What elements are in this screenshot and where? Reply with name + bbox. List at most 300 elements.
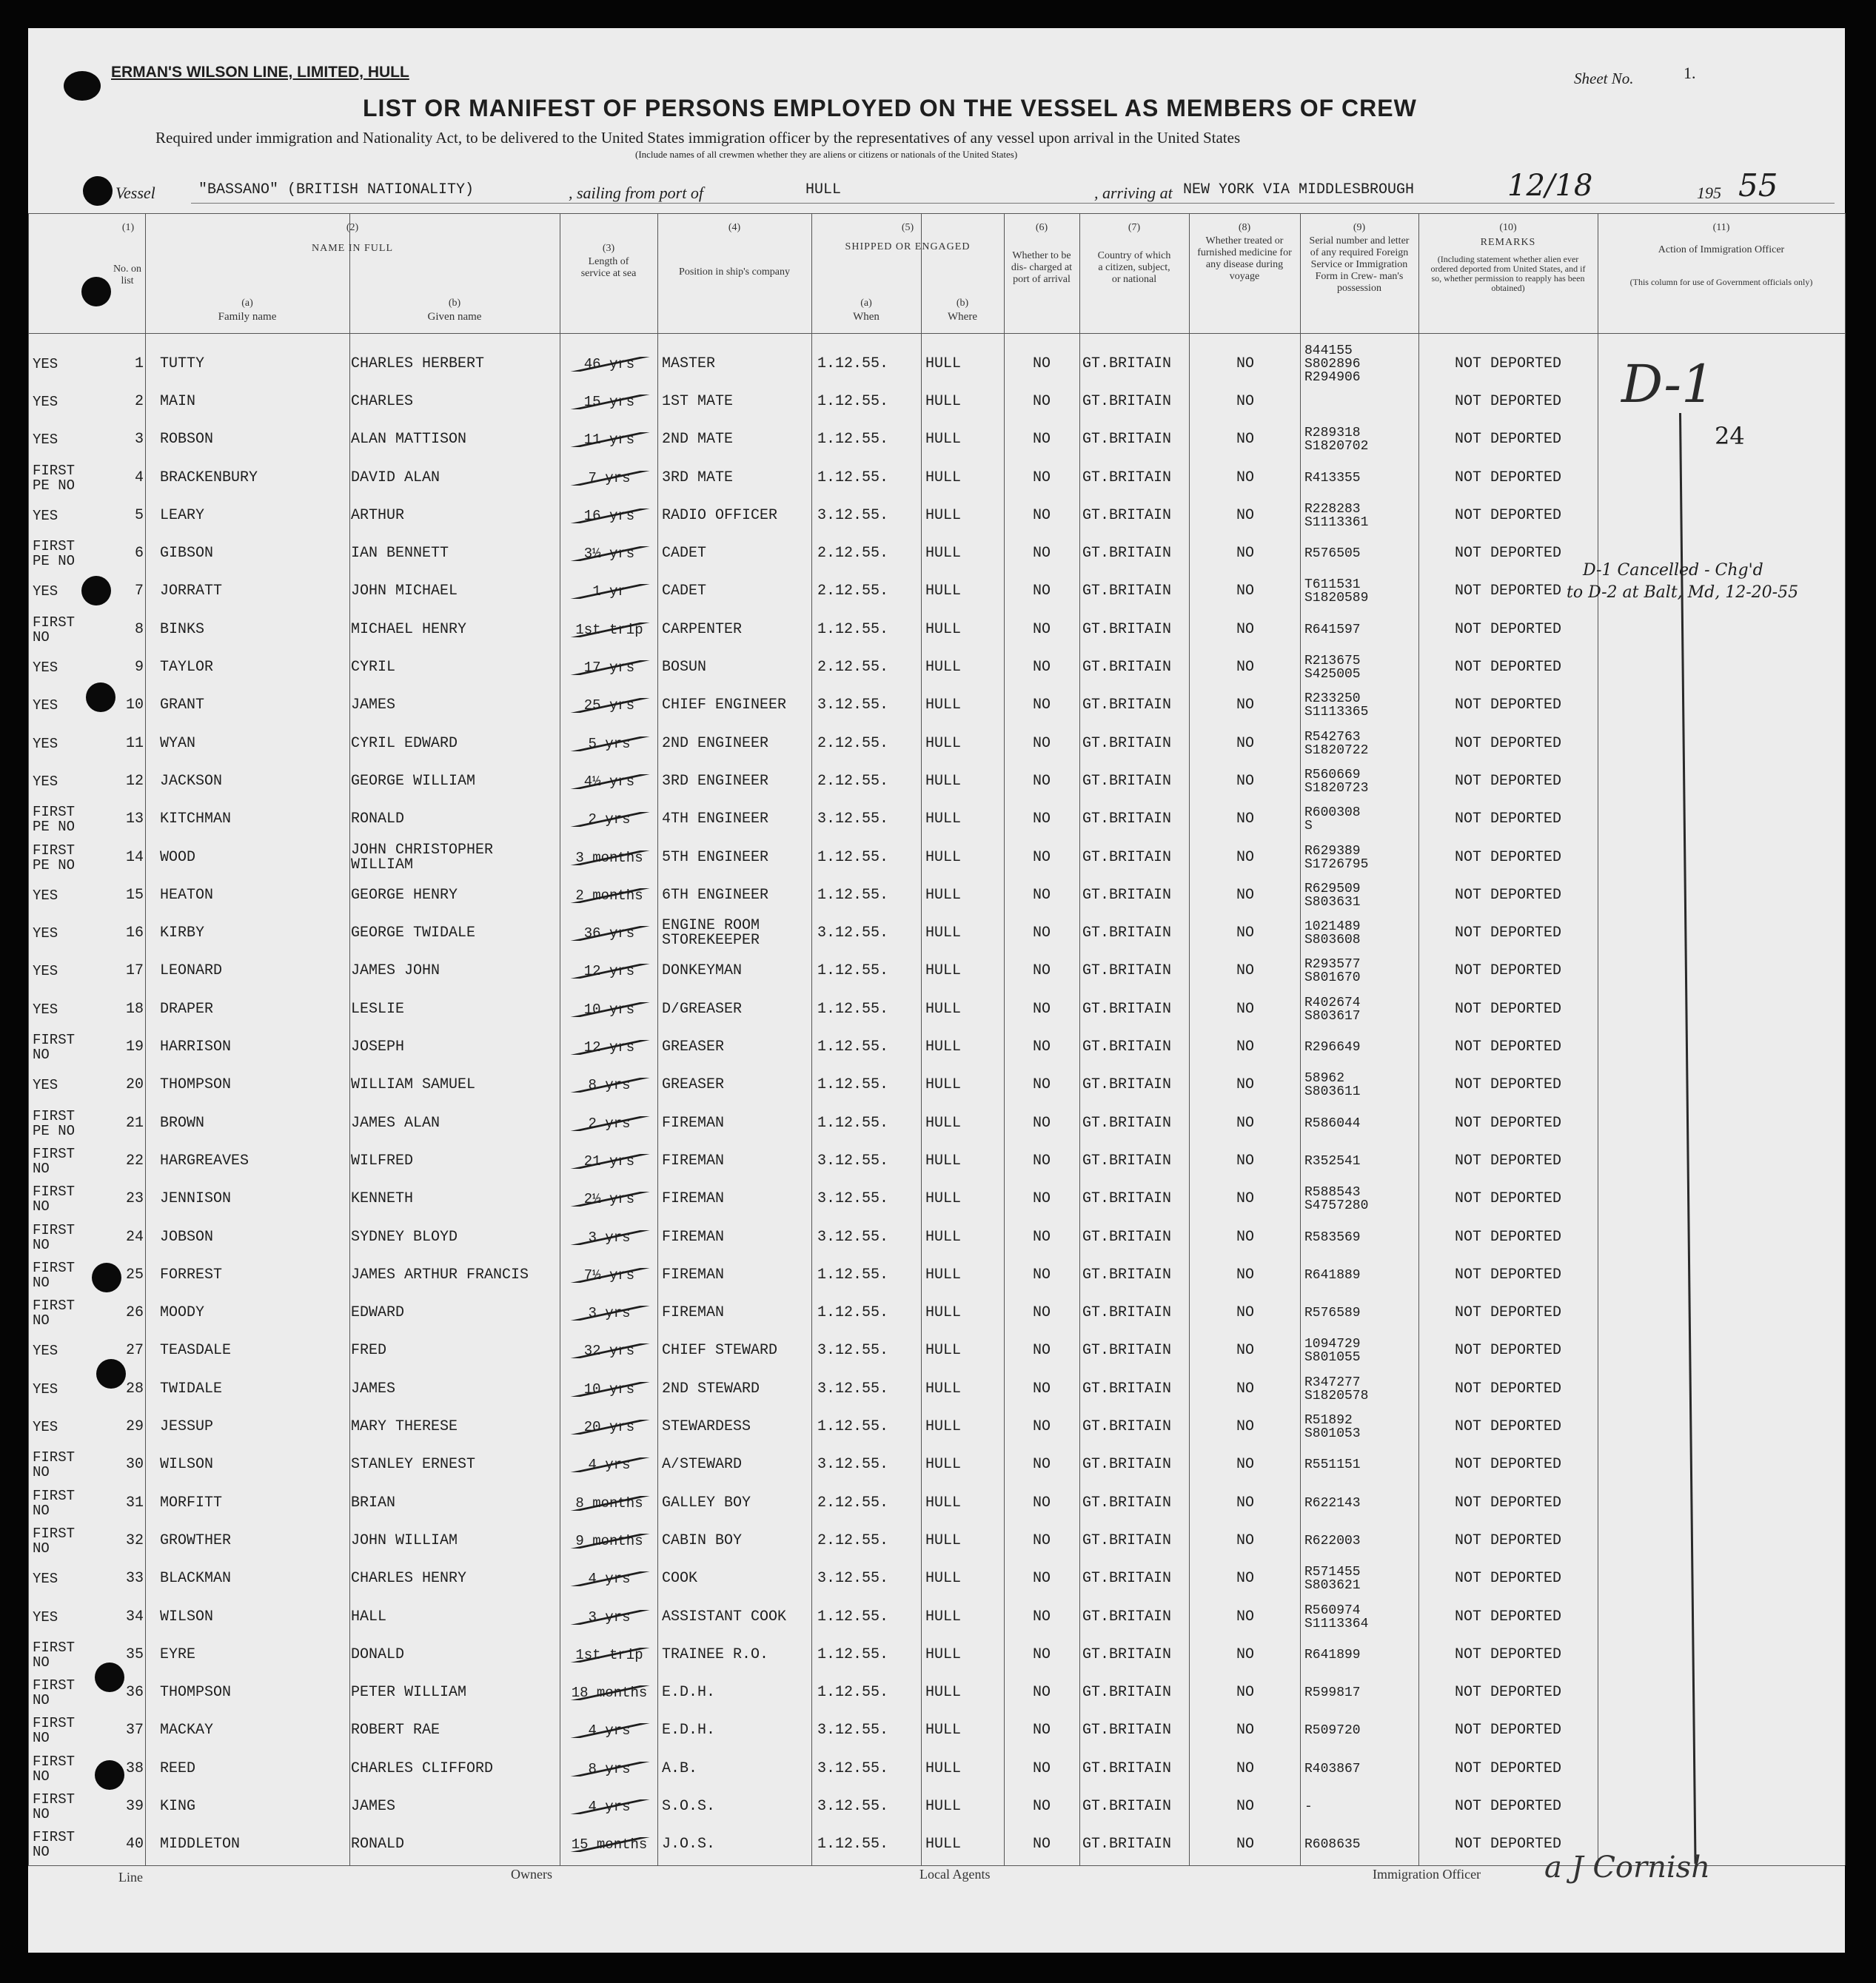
row-position: FIREMAN (662, 1267, 725, 1283)
row-remarks: NOT DEPORTED (1454, 926, 1562, 942)
row-status: FIRST NO (33, 614, 76, 645)
row-serial: R289318 S1820702 (1304, 426, 1369, 454)
row-status: YES (33, 1571, 58, 1587)
sheet-number: 1. (1684, 64, 1696, 82)
row-position: E.D.H. (662, 1723, 716, 1739)
row-country: GT.BRITAIN (1082, 964, 1172, 979)
row-family-name: HEATON (160, 888, 214, 903)
row-engaged-port: HULL (925, 850, 962, 865)
row-serial: R608635 (1304, 1838, 1361, 1852)
year-handwritten: 55 (1738, 167, 1778, 204)
col-rule (657, 213, 658, 1865)
row-country: GT.BRITAIN (1082, 1457, 1172, 1473)
col-rule (145, 213, 146, 1865)
row-number: 38 (125, 1761, 144, 1776)
hdr-treated-num: (8) (1238, 222, 1251, 233)
row-engaged-port: HULL (925, 1799, 962, 1815)
row-given-name: STANLEY ERNEST (351, 1457, 476, 1473)
row-treated: NO (1236, 1685, 1254, 1701)
row-given-name: CHARLES (351, 394, 414, 409)
d1-note-line1: D-1 Cancelled - Chg'd (1583, 561, 1763, 580)
row-treated: NO (1236, 1571, 1254, 1587)
hdr-where: Where (948, 311, 977, 323)
row-family-name: JORRATT (160, 584, 223, 600)
row-discharged: NO (1032, 1837, 1051, 1853)
row-position: CADET (662, 546, 707, 562)
row-treated: NO (1236, 1229, 1254, 1245)
row-number: 20 (125, 1078, 144, 1093)
row-given-name: ROBERT RAE (351, 1723, 440, 1739)
row-position: J.O.S. (662, 1837, 716, 1853)
hdr-where-sub: (b) (956, 298, 969, 309)
hdr-action: Action of Immigration Officer (1658, 244, 1785, 255)
row-serial: R228283 S1113361 (1304, 502, 1369, 529)
row-family-name: TUTTY (160, 356, 205, 372)
row-country: GT.BRITAIN (1082, 546, 1172, 562)
row-engaged-port: HULL (925, 1343, 962, 1359)
row-engaged-date: 1.12.55. (817, 1837, 889, 1853)
row-engaged-port: HULL (925, 964, 962, 979)
row-family-name: DRAPER (160, 1001, 214, 1017)
hdr-country: Country of which a citizen, subject, or national (1097, 250, 1171, 285)
row-service-length: 2 yrs (563, 812, 656, 827)
row-serial: R622003 (1304, 1534, 1361, 1548)
row-country: GT.BRITAIN (1082, 1115, 1172, 1131)
hdr-family: Family name (218, 311, 277, 323)
footer-local-agents: Local Agents (919, 1867, 991, 1882)
row-serial: 58962 S803611 (1304, 1072, 1361, 1099)
row-service-length: 25 yrs (563, 698, 656, 713)
row-engaged-port: HULL (925, 1609, 962, 1625)
row-discharged: NO (1032, 1040, 1051, 1056)
row-treated: NO (1236, 394, 1254, 409)
row-number: 40 (125, 1837, 144, 1853)
punch-hole (83, 176, 113, 206)
row-country: GT.BRITAIN (1082, 1040, 1172, 1056)
row-given-name: JAMES JOHN (351, 964, 440, 979)
row-discharged: NO (1032, 1685, 1051, 1701)
hdr-length: Length of service at sea (580, 256, 637, 279)
row-service-length: 1 yr (563, 584, 656, 599)
row-remarks: NOT DEPORTED (1454, 964, 1562, 979)
row-status: FIRST PE NO (33, 463, 76, 493)
row-remarks: NOT DEPORTED (1454, 1343, 1562, 1359)
row-family-name: EYRE (160, 1647, 196, 1662)
row-engaged-port: HULL (925, 1420, 962, 1435)
row-engaged-port: HULL (925, 1267, 962, 1283)
row-remarks: NOT DEPORTED (1454, 736, 1562, 751)
row-discharged: NO (1032, 1761, 1051, 1776)
row-serial: R560669 S1820723 (1304, 768, 1369, 795)
row-remarks: NOT DEPORTED (1454, 698, 1562, 714)
row-discharged: NO (1032, 1192, 1051, 1207)
row-family-name: WOOD (160, 850, 196, 865)
row-number: 13 (125, 812, 144, 828)
row-number: 5 (134, 508, 144, 523)
row-given-name: JOHN CHRISTOPHER WILLIAM (351, 842, 494, 873)
row-given-name: ARTHUR (351, 508, 405, 523)
row-status: YES (33, 1078, 58, 1093)
row-discharged: NO (1032, 736, 1051, 751)
row-position: A.B. (662, 1761, 698, 1776)
row-treated: NO (1236, 584, 1254, 600)
row-service-length: 7½ yrs (563, 1268, 656, 1283)
row-engaged-port: HULL (925, 774, 962, 789)
row-given-name: JAMES (351, 1799, 396, 1815)
row-discharged: NO (1032, 1229, 1051, 1245)
row-remarks: NOT DEPORTED (1454, 1153, 1562, 1169)
row-number: 14 (125, 850, 144, 865)
row-given-name: RONALD (351, 1837, 405, 1853)
row-remarks: NOT DEPORTED (1454, 1647, 1562, 1662)
hdr-family-sub: (a) (241, 298, 253, 309)
row-remarks: NOT DEPORTED (1454, 1420, 1562, 1435)
row-discharged: NO (1032, 1609, 1051, 1625)
row-position: CADET (662, 584, 707, 600)
row-service-length: 2 yrs (563, 1116, 656, 1131)
hdr-discharged: Whether to be dis- charged at port of arrival (1011, 250, 1073, 285)
row-country: GT.BRITAIN (1082, 1799, 1172, 1815)
row-engaged-port: HULL (925, 1078, 962, 1093)
row-treated: NO (1236, 508, 1254, 523)
row-serial: R509720 (1304, 1724, 1361, 1738)
row-position: D/GREASER (662, 1001, 743, 1017)
row-position: DONKEYMAN (662, 964, 743, 979)
hdr-position-num: (4) (728, 222, 741, 233)
manifest-subtitle: Required under immigration and Nationality Act, to be delivered to the United States immigration officer by the representatives of any vessel upon arrival in the United States (155, 129, 1241, 147)
hdr-action-num: (11) (1712, 222, 1730, 233)
row-status: YES (33, 660, 58, 676)
row-treated: NO (1236, 964, 1254, 979)
row-remarks: NOT DEPORTED (1454, 1495, 1562, 1511)
row-discharged: NO (1032, 850, 1051, 865)
row-given-name: JAMES ALAN (351, 1115, 440, 1131)
row-status: FIRST NO (33, 1678, 76, 1708)
row-discharged: NO (1032, 1343, 1051, 1359)
row-status: YES (33, 964, 58, 979)
row-service-length: 8 months (563, 1496, 656, 1511)
row-country: GT.BRITAIN (1082, 1495, 1172, 1511)
row-serial: 844155 S802896 R294906 (1304, 343, 1361, 384)
row-engaged-date: 1.12.55. (817, 1685, 889, 1701)
manifest-title: LIST OR MANIFEST OF PERSONS EMPLOYED ON THE VESSEL AS MEMBERS OF CREW (363, 95, 1417, 121)
row-given-name: JOHN MICHAEL (351, 584, 458, 600)
punch-hole (81, 277, 111, 306)
row-number: 30 (125, 1457, 144, 1473)
row-number: 9 (134, 660, 144, 676)
row-treated: NO (1236, 736, 1254, 751)
row-discharged: NO (1032, 1571, 1051, 1587)
row-service-length: 10 yrs (563, 1002, 656, 1017)
row-given-name: FRED (351, 1343, 387, 1359)
row-engaged-date: 3.12.55. (817, 1229, 889, 1245)
row-remarks: NOT DEPORTED (1454, 850, 1562, 865)
row-discharged: NO (1032, 888, 1051, 903)
row-service-length: 11 yrs (563, 432, 656, 447)
row-engaged-date: 2.12.55. (817, 546, 889, 562)
row-service-length: 4½ yrs (563, 774, 656, 789)
row-position: 1ST MATE (662, 394, 734, 409)
row-position: CARPENTER (662, 622, 743, 637)
row-engaged-date: 1.12.55. (817, 850, 889, 865)
col-rule (811, 213, 812, 1865)
row-engaged-port: HULL (925, 356, 962, 372)
row-position: CHIEF ENGINEER (662, 698, 787, 714)
row-discharged: NO (1032, 1306, 1051, 1321)
row-engaged-port: HULL (925, 1115, 962, 1131)
row-country: GT.BRITAIN (1082, 1420, 1172, 1435)
row-status: YES (33, 1001, 58, 1017)
row-family-name: WYAN (160, 736, 196, 751)
row-remarks: NOT DEPORTED (1454, 1267, 1562, 1283)
row-engaged-date: 1.12.55. (817, 964, 889, 979)
row-treated: NO (1236, 1647, 1254, 1662)
row-status: YES (33, 394, 58, 409)
row-serial: R588543 S4757280 (1304, 1186, 1369, 1213)
row-serial: R347277 S1820578 (1304, 1375, 1369, 1403)
row-engaged-port: HULL (925, 1761, 962, 1776)
row-number: 31 (125, 1495, 144, 1511)
row-country: GT.BRITAIN (1082, 1267, 1172, 1283)
row-country: GT.BRITAIN (1082, 1229, 1172, 1245)
row-discharged: NO (1032, 1115, 1051, 1131)
row-family-name: JACKSON (160, 774, 223, 789)
row-serial: R576589 (1304, 1306, 1361, 1321)
row-engaged-port: HULL (925, 1001, 962, 1017)
row-remarks: NOT DEPORTED (1454, 1761, 1562, 1776)
row-treated: NO (1236, 1306, 1254, 1321)
row-service-length: 12 yrs (563, 1040, 656, 1055)
row-engaged-port: HULL (925, 622, 962, 637)
row-serial: R233250 S1113365 (1304, 692, 1369, 719)
row-engaged-port: HULL (925, 660, 962, 676)
row-status: YES (33, 774, 58, 789)
punch-hole (64, 71, 101, 101)
row-discharged: NO (1032, 584, 1051, 600)
row-service-length: 15 yrs (563, 395, 656, 409)
row-service-length: 1st trip (563, 1648, 656, 1662)
row-remarks: NOT DEPORTED (1454, 1040, 1562, 1056)
row-status: FIRST NO (33, 1222, 76, 1252)
row-status: FIRST NO (33, 1260, 76, 1290)
officer-signature: a J Cornish (1544, 1851, 1710, 1885)
hdr-length-num: (3) (602, 243, 615, 254)
row-status: YES (33, 1420, 58, 1435)
row-status: YES (33, 432, 58, 448)
row-status: YES (33, 1343, 58, 1359)
hdr-given-sub: (b) (448, 298, 461, 309)
row-engaged-date: 1.12.55. (817, 1267, 889, 1283)
row-discharged: NO (1032, 508, 1051, 523)
row-treated: NO (1236, 1267, 1254, 1283)
row-service-length: 3 yrs (563, 1610, 656, 1625)
row-family-name: BRACKENBURY (160, 470, 258, 486)
row-given-name: DAVID ALAN (351, 470, 440, 486)
row-country: GT.BRITAIN (1082, 1153, 1172, 1169)
row-engaged-date: 3.12.55. (817, 1571, 889, 1587)
row-position: 2ND ENGINEER (662, 736, 769, 751)
row-treated: NO (1236, 926, 1254, 942)
row-treated: NO (1236, 1192, 1254, 1207)
action-d1: D-1 (1621, 354, 1715, 415)
row-position: CHIEF STEWARD (662, 1343, 778, 1359)
row-family-name: GRANT (160, 698, 205, 714)
row-discharged: NO (1032, 546, 1051, 562)
row-country: GT.BRITAIN (1082, 850, 1172, 865)
row-engaged-date: 3.12.55. (817, 508, 889, 523)
row-discharged: NO (1032, 394, 1051, 409)
row-family-name: FORREST (160, 1267, 223, 1283)
row-number: 32 (125, 1533, 144, 1549)
row-family-name: GIBSON (160, 546, 214, 562)
row-serial: R641597 (1304, 623, 1361, 637)
row-family-name: BINKS (160, 622, 205, 637)
footer-immigration-officer: Immigration Officer (1373, 1867, 1481, 1882)
row-engaged-date: 3.12.55. (817, 1761, 889, 1776)
hdr-no-num: (1) (121, 222, 135, 233)
row-serial: T611531 S1820589 (1304, 578, 1369, 605)
row-given-name: MARY THERESE (351, 1420, 458, 1435)
row-country: GT.BRITAIN (1082, 1001, 1172, 1017)
arriving-value: NEW YORK VIA MIDDLESBROUGH (1183, 181, 1415, 198)
row-treated: NO (1236, 1799, 1254, 1815)
row-number: 36 (125, 1685, 144, 1701)
row-status: YES (33, 698, 58, 714)
row-number: 29 (125, 1420, 144, 1435)
row-engaged-port: HULL (925, 1533, 962, 1549)
row-family-name: JENNISON (160, 1192, 232, 1207)
hdr-name: NAME IN FULL (312, 243, 393, 254)
row-number: 34 (125, 1609, 144, 1625)
row-remarks: NOT DEPORTED (1454, 1078, 1562, 1093)
row-engaged-date: 1.12.55. (817, 622, 889, 637)
row-engaged-port: HULL (925, 1229, 962, 1245)
row-position: 5TH ENGINEER (662, 850, 769, 865)
hdr-remarks: REMARKS (1480, 237, 1536, 248)
row-discharged: NO (1032, 1495, 1051, 1511)
row-serial: R293577 S801670 (1304, 958, 1361, 985)
row-engaged-port: HULL (925, 508, 962, 523)
row-engaged-date: 1.12.55. (817, 432, 889, 448)
row-treated: NO (1236, 470, 1254, 486)
row-country: GT.BRITAIN (1082, 1192, 1172, 1207)
row-position: RADIO OFFICER (662, 508, 778, 523)
row-engaged-port: HULL (925, 1647, 962, 1662)
row-engaged-date: 3.12.55. (817, 1457, 889, 1473)
row-remarks: NOT DEPORTED (1454, 1229, 1562, 1245)
row-country: GT.BRITAIN (1082, 1647, 1172, 1662)
row-remarks: NOT DEPORTED (1454, 1837, 1562, 1853)
footer-line: Line (118, 1870, 143, 1885)
row-given-name: KENNETH (351, 1192, 414, 1207)
row-engaged-date: 2.12.55. (817, 736, 889, 751)
row-engaged-port: HULL (925, 736, 962, 751)
footer-owners: Owners (511, 1867, 552, 1882)
row-family-name: BROWN (160, 1115, 205, 1131)
vessel-underline (191, 203, 1835, 204)
row-given-name: CHARLES HENRY (351, 1571, 467, 1587)
row-engaged-date: 1.12.55. (817, 1115, 889, 1131)
hdr-position: Position in ship's company (679, 266, 790, 278)
row-given-name: EDWARD (351, 1306, 405, 1321)
row-discharged: NO (1032, 622, 1051, 637)
row-discharged: NO (1032, 1153, 1051, 1169)
row-engaged-port: HULL (925, 1153, 962, 1169)
row-serial: R402674 S803617 (1304, 996, 1361, 1023)
row-position: TRAINEE R.O. (662, 1647, 769, 1662)
row-treated: NO (1236, 1343, 1254, 1359)
row-country: GT.BRITAIN (1082, 812, 1172, 828)
row-family-name: LEARY (160, 508, 205, 523)
row-position: E.D.H. (662, 1685, 716, 1701)
row-engaged-date: 1.12.55. (817, 470, 889, 486)
row-given-name: CHARLES HERBERT (351, 356, 485, 372)
row-service-length: 3 months (563, 850, 656, 865)
row-treated: NO (1236, 1837, 1254, 1853)
row-number: 6 (134, 546, 144, 562)
row-family-name: LEONARD (160, 964, 223, 979)
row-engaged-date: 2.12.55. (817, 774, 889, 789)
row-number: 1 (134, 356, 144, 372)
row-engaged-port: HULL (925, 1571, 962, 1587)
row-discharged: NO (1032, 926, 1051, 942)
row-family-name: MORFITT (160, 1495, 223, 1511)
row-engaged-date: 1.12.55. (817, 356, 889, 372)
company-name: ERMAN'S WILSON LINE, LIMITED, HULL (111, 64, 409, 81)
row-position: 2ND STEWARD (662, 1381, 760, 1397)
row-number: 22 (125, 1153, 144, 1169)
row-position: ASSISTANT COOK (662, 1609, 787, 1625)
row-remarks: NOT DEPORTED (1454, 660, 1562, 676)
row-country: GT.BRITAIN (1082, 888, 1172, 903)
row-family-name: HARGREAVES (160, 1153, 249, 1169)
row-country: GT.BRITAIN (1082, 774, 1172, 789)
row-family-name: JOBSON (160, 1229, 214, 1245)
col-rule (1300, 213, 1301, 1865)
row-family-name: WILSON (160, 1457, 214, 1473)
col-rule (921, 213, 922, 1865)
row-treated: NO (1236, 1153, 1254, 1169)
row-family-name: TWIDALE (160, 1381, 223, 1397)
table-header-rule (28, 333, 1845, 334)
row-position: FIREMAN (662, 1229, 725, 1245)
row-engaged-date: 1.12.55. (817, 1040, 889, 1056)
row-serial: R296649 (1304, 1041, 1361, 1055)
row-number: 37 (125, 1723, 144, 1739)
row-engaged-date: 3.12.55. (817, 1192, 889, 1207)
row-number: 7 (134, 584, 144, 600)
row-serial: R629509 S803631 (1304, 882, 1361, 909)
row-country: GT.BRITAIN (1082, 736, 1172, 751)
row-number: 4 (134, 470, 144, 486)
row-given-name: JAMES (351, 698, 396, 714)
row-remarks: NOT DEPORTED (1454, 1609, 1562, 1625)
row-discharged: NO (1032, 1457, 1051, 1473)
row-engaged-port: HULL (925, 1306, 962, 1321)
row-service-length: 4 yrs (563, 1457, 656, 1472)
row-status: FIRST NO (33, 1184, 76, 1215)
row-country: GT.BRITAIN (1082, 1837, 1172, 1853)
row-discharged: NO (1032, 1723, 1051, 1739)
row-remarks: NOT DEPORTED (1454, 622, 1562, 637)
row-number: 21 (125, 1115, 144, 1131)
row-service-length: 20 yrs (563, 1420, 656, 1435)
row-treated: NO (1236, 888, 1254, 903)
row-status: YES (33, 888, 58, 903)
row-country: GT.BRITAIN (1082, 1381, 1172, 1397)
row-treated: NO (1236, 356, 1254, 372)
row-country: GT.BRITAIN (1082, 1343, 1172, 1359)
